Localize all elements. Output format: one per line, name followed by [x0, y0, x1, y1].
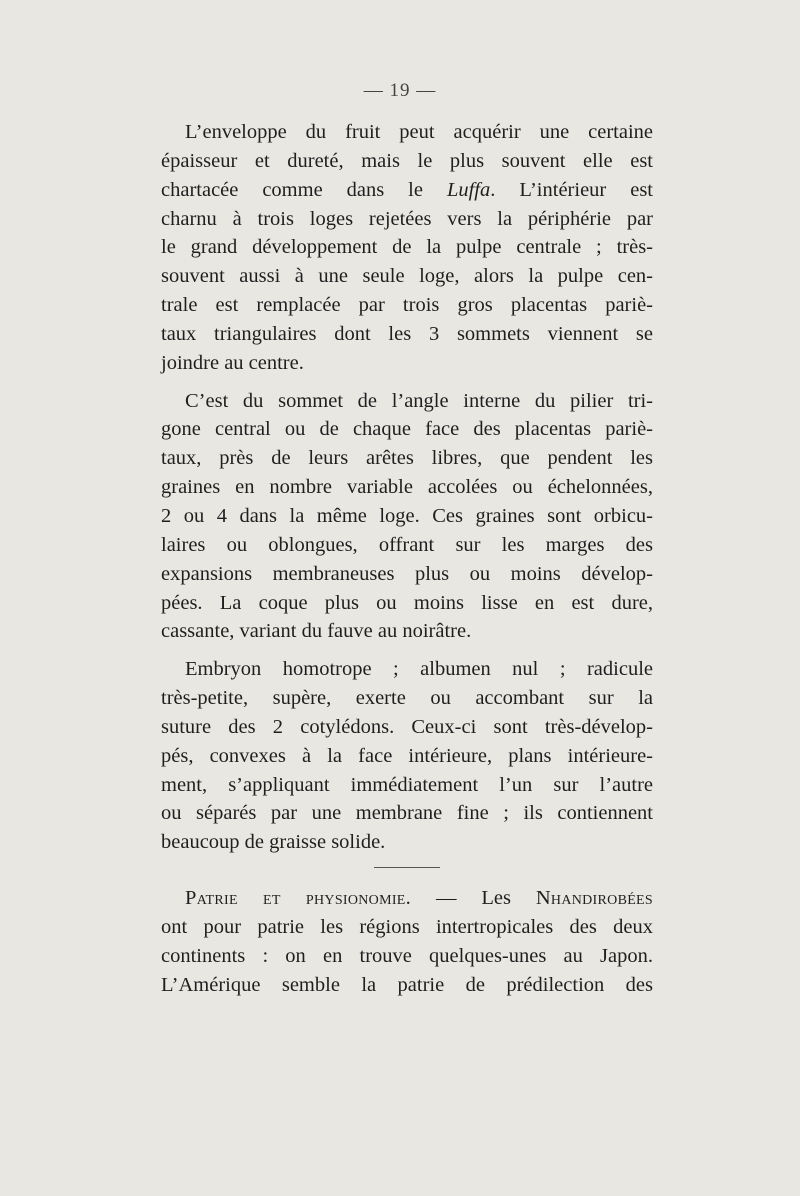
text-line: ou séparés par une membrane fine ; ils contiennent [161, 802, 653, 825]
text-line: 2 ou 4 dans la même loge. Ces graines sont orbicu- [161, 504, 653, 527]
text-line [161, 176, 653, 205]
text-line: suture des 2 cotylédons. Ceux-ci sont très-dévelop- [161, 715, 653, 738]
text-line: gone central ou de chaque face des placentas pariè- [161, 418, 653, 441]
text-line: trale est remplacée par trois gros placentas pariè- [161, 294, 653, 317]
section-heading: Patrie et physionomie. [185, 887, 412, 910]
text-line: continents : on en trouve quelques-unes au Japon. [161, 944, 653, 967]
text-line: souvent aussi à une seule loge, alors la pulpe cen- [161, 265, 653, 288]
text-line: expansions membraneuses plus ou moins dévelop- [161, 562, 653, 585]
family-name: Nhandirobées [535, 887, 653, 910]
body-text [161, 118, 653, 999]
text-line [161, 884, 653, 913]
section-separator [374, 867, 440, 868]
text-line: charnu à trois loges rejetées vers la périphérie par [161, 207, 653, 230]
text-line: laires ou oblongues, offrant sur les marges des [161, 533, 653, 556]
page-number: — 19 — [363, 80, 437, 101]
text-fragment: . L’intérieur est [490, 178, 653, 201]
text-line: C’est du sommet de l’angle interne du pilier tri- [185, 389, 653, 412]
text-line: beaucoup de graisse solide. [161, 831, 386, 854]
text-line: ment, s’appliquant immédiatement l’un sur l’autre [161, 773, 653, 796]
paragraph-embryo [161, 655, 653, 857]
text-line: épaisseur et dureté, mais le plus souvent elle est [161, 149, 653, 172]
text-line: L’Amérique semble la patrie de prédilection des [161, 973, 653, 996]
text-fragment: — Les [411, 887, 536, 910]
text-line: graines en nombre variable accolées ou échelonnées, [161, 476, 653, 499]
paragraph-seeds [161, 387, 653, 647]
text-fragment: chartacée comme dans le [161, 178, 447, 201]
text-line: joindre au centre. [161, 351, 304, 374]
text-line: le grand développement de la pulpe centrale ; très- [161, 236, 653, 259]
text-line: Embryon homotrope ; albumen nul ; radicule [185, 658, 653, 681]
text-line: taux, près de leurs arêtes libres, que pendent les [161, 447, 653, 470]
text-line: pées. La coque plus ou moins lisse en est dure, [161, 591, 653, 614]
text-line: pés, convexes à la face intérieure, plans intérieure- [161, 744, 653, 767]
genus-name-italic: Luffa [446, 178, 491, 201]
paragraph-fruit-envelope [161, 118, 653, 378]
text-line: L’enveloppe du fruit peut acquérir une certaine [185, 121, 653, 143]
paragraph-homeland [161, 884, 653, 999]
text-line: très-petite, supère, exerte ou accombant sur la [161, 687, 653, 710]
text-line: ont pour patrie les régions intertropicales des deux [161, 915, 653, 938]
text-line: cassante, variant du fauve au noirâtre. [161, 620, 472, 643]
text-line: taux triangulaires dont les 3 sommets viennent se [161, 322, 653, 345]
